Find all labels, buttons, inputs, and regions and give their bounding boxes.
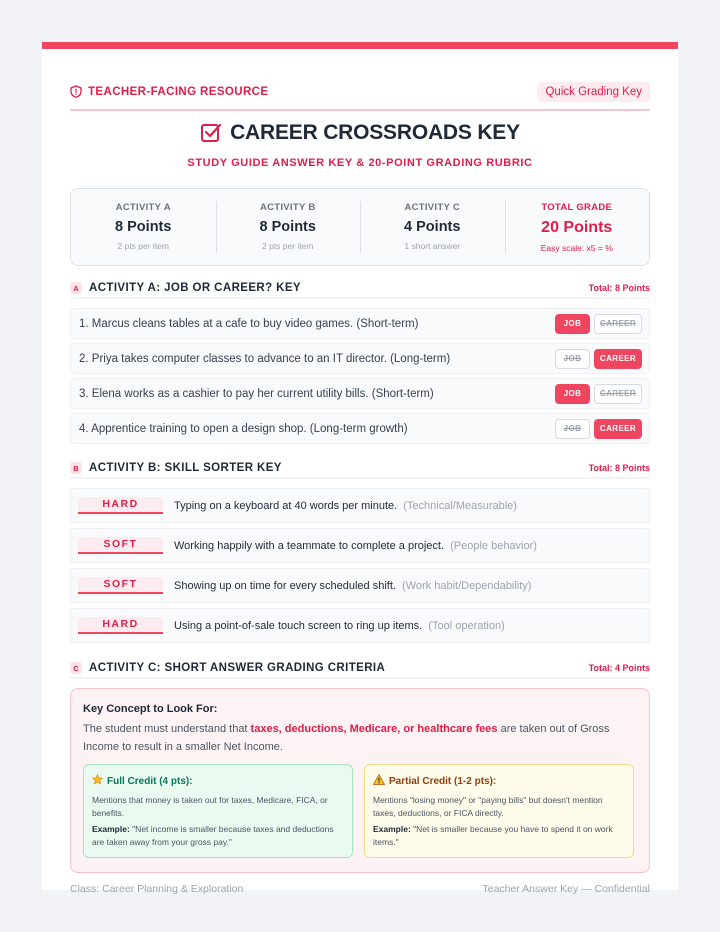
section-title: ACTIVITY C: SHORT ANSWER GRADING CRITERIA	[89, 662, 386, 674]
summary-sub: 2 pts per item	[117, 241, 169, 251]
answer-text: 4. Apprentice training to open a design shop. (Long-term growth)	[79, 422, 408, 435]
section-badge: A	[70, 282, 82, 294]
summary-sub: 2 pts per item	[262, 241, 314, 251]
credit-description: Mentions that money is taken out for taxes, Medicare, FICA, or benefits.	[92, 795, 328, 818]
summary-value: 4 Points	[404, 219, 461, 235]
skill-note: (Technical/Measurable)	[403, 499, 517, 512]
skill-description: Using a point-of-sale touch screen to ring up items.	[174, 619, 423, 632]
example-text: "Net is smaller because you have to spend it on work items."	[373, 824, 613, 847]
concept-text: are taken out of Gross Income to result in a smaller Net Income.	[83, 723, 610, 753]
resource-label-text: TEACHER-FACING RESOURCE	[88, 85, 269, 98]
key-concept-label: Key Concept to Look For:	[83, 703, 218, 715]
answer-row	[70, 308, 650, 339]
career-pill-struck: CAREER	[594, 314, 642, 334]
answer-row	[70, 413, 650, 444]
page-title-text: CAREER CROSSROADS KEY	[230, 121, 520, 144]
example-text: "Net income is smaller because taxes and deductions are taken away from your gross pay."	[92, 824, 334, 847]
example-label: Example:	[92, 824, 130, 834]
skill-row	[70, 528, 650, 563]
skill-row	[70, 608, 650, 643]
skill-text	[174, 620, 505, 632]
shield-alert-icon	[70, 85, 82, 98]
example-label: Example:	[373, 824, 411, 834]
section-title: ACTIVITY A: JOB OR CAREER? KEY	[89, 282, 301, 294]
credit-title-text: Full Credit (4 pts):	[107, 775, 193, 787]
skill-row	[70, 488, 650, 523]
skill-note: (Tool operation)	[428, 619, 505, 632]
concept-highlight: taxes, deductions, Medicare, or healthcare fees	[250, 723, 498, 735]
summary-activity-a	[71, 189, 216, 265]
summary-value: 20 Points	[541, 219, 613, 236]
summary-label: ACTIVITY B	[259, 202, 316, 213]
checkbox-icon	[200, 122, 222, 144]
footer-confidential: Teacher Answer Key — Confidential	[482, 883, 650, 895]
answer-row	[70, 343, 650, 374]
credit-example	[92, 823, 344, 849]
summary-value: 8 Points	[115, 219, 172, 235]
job-pill-struck: JOB	[555, 419, 590, 439]
skill-description: Working happily with a teammate to complete a project.	[174, 539, 445, 552]
warning-icon	[373, 774, 385, 788]
answer-text: 2. Priya takes computer classes to advance to an IT director. (Long-term)	[79, 352, 451, 365]
page-subtitle: STUDY GUIDE ANSWER KEY & 20-POINT GRADING RUBRIC	[187, 157, 533, 169]
summary-sub: 1 short answer	[404, 241, 461, 251]
section-badge: B	[70, 462, 82, 474]
skill-text	[174, 500, 517, 512]
quick-grading-key-tag: Quick Grading Key	[537, 82, 650, 102]
skill-type-tag: HARD	[78, 497, 163, 514]
section-total: Total: 4 Points	[588, 663, 650, 673]
job-pill-selected: JOB	[555, 314, 590, 334]
page-title	[70, 121, 650, 145]
answer-row	[70, 378, 650, 409]
career-pill-struck: CAREER	[594, 384, 642, 404]
full-credit-title	[92, 774, 344, 788]
skill-note: (People behavior)	[450, 539, 537, 552]
job-pill-struck: JOB	[555, 349, 590, 369]
points-summary	[70, 188, 650, 266]
key-concept-description	[83, 720, 635, 756]
activity-c-header	[70, 659, 650, 679]
section-total: Total: 8 Points	[588, 463, 650, 473]
credit-title-text: Partial Credit (1-2 pts):	[389, 775, 497, 787]
summary-activity-b	[216, 189, 361, 265]
section-total: Total: 8 Points	[588, 283, 650, 293]
summary-label: TOTAL GRADE	[541, 202, 613, 213]
page-footer	[70, 883, 650, 895]
job-pill-selected: JOB	[555, 384, 590, 404]
activity-a-header	[70, 279, 650, 299]
summary-label: ACTIVITY A	[115, 202, 171, 213]
credit-example	[373, 823, 625, 849]
skill-description: Typing on a keyboard at 40 words per minute.	[174, 499, 398, 512]
skill-row	[70, 568, 650, 603]
star-icon	[92, 774, 103, 788]
skill-note: (Work habit/Dependability)	[402, 579, 532, 592]
teacher-resource-label	[70, 85, 268, 98]
summary-sub: Easy scale: x5 = %	[540, 243, 613, 253]
grading-criteria-box	[70, 688, 650, 873]
career-pill-selected: CAREER	[594, 349, 642, 369]
partial-credit-title	[373, 774, 625, 788]
skill-type-tag: SOFT	[78, 537, 163, 554]
section-title: ACTIVITY B: SKILL SORTER KEY	[89, 462, 282, 474]
answer-key-page	[42, 42, 678, 895]
full-credit-card	[83, 764, 353, 858]
summary-activity-c	[360, 189, 505, 265]
resource-header	[70, 77, 650, 111]
answer-text: 3. Elena works as a cashier to pay her current utility bills. (Short-term)	[79, 387, 434, 400]
summary-total-grade	[505, 189, 650, 265]
skill-text	[174, 580, 531, 592]
summary-label: ACTIVITY C	[404, 202, 461, 213]
skill-description: Showing up on time for every scheduled shift.	[174, 579, 396, 592]
concept-text: The student must understand that	[83, 723, 251, 735]
credit-description: Mentions "losing money" or "paying bills" but doesn't mention taxes, deductions, or FICA directly.	[373, 795, 603, 818]
footer-class-name: Class: Career Planning & Exploration	[70, 883, 244, 895]
skill-type-tag: HARD	[78, 617, 163, 634]
skill-type-tag: SOFT	[78, 577, 163, 594]
partial-credit-card	[364, 764, 634, 858]
section-badge: C	[70, 662, 82, 674]
skill-text	[174, 540, 537, 552]
answer-text: 1. Marcus cleans tables at a cafe to buy video games. (Short-term)	[79, 317, 419, 330]
activity-b-header	[70, 459, 650, 479]
summary-value: 8 Points	[259, 219, 316, 235]
career-pill-selected: CAREER	[594, 419, 642, 439]
